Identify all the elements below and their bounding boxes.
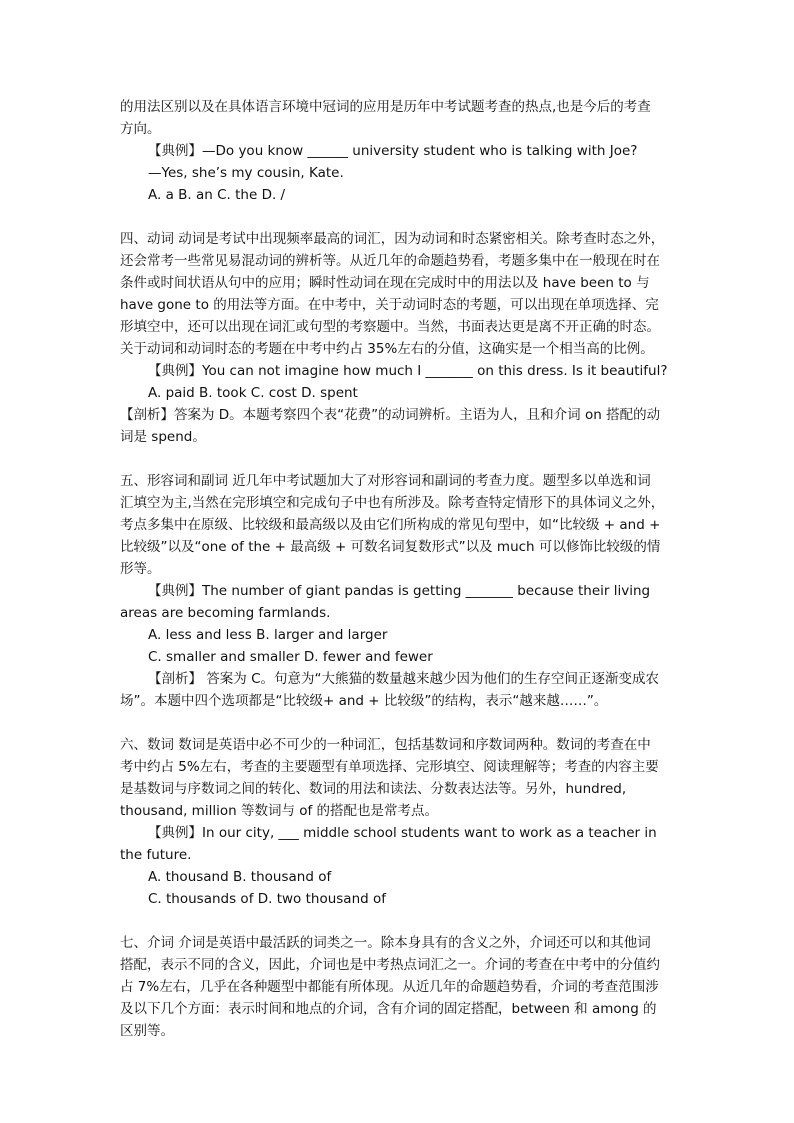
section-numerals <box>120 734 692 910</box>
paragraph-line: 是基数词与序数词之间的转化、数词的用法和读法、分数表达法等。另外，hundred, <box>120 781 627 797</box>
paragraph-line: 关于动词和动词时态的考题在中考中约占 35%左右的分值，这确实是一个相当高的比例。 <box>120 341 654 357</box>
example-options: A. paid B. took C. cost D. spent <box>148 385 358 401</box>
example-question: 【典例】—Do you know ______ university student who is talking with Joe? <box>148 143 638 159</box>
analysis-line: 词是 spend。 <box>120 429 206 445</box>
paragraph-line: 考中约占 5%左右，考查的主要题型有单项选择、完形填空、阅读理解等；考查的内容主要 <box>120 759 659 775</box>
analysis-line: 【剖析】答案为 D。本题考察四个表“花费”的动词辨析。主语为人，且和介词 on 搭配的动 <box>120 407 661 423</box>
example-options: A. a B. an C. the D. / <box>148 187 286 203</box>
paragraph-line: 还会常考一些常见易混动词的辨析等。从近几年的命题趋势看，考题多集中在一般现在时在 <box>120 253 660 269</box>
paragraph-line: thousand, million 等数词与 of 的搭配也是常考点。 <box>120 803 439 819</box>
paragraph-line: 条件或时间状语从句中的应用；瞬时性动词在现在完成时中的用法以及 have been to 与 <box>120 275 650 291</box>
paragraph-line: have gone to 的用法等方面。在中考中，关于动词时态的考题，可以出现在单项选择、完 <box>120 297 659 313</box>
example-options: C. thousands of D. two thousand of <box>148 891 386 907</box>
example-question-cont: areas are becoming farmlands. <box>120 605 331 621</box>
example-answer-line: —Yes, she’s my cousin, Kate. <box>148 165 344 181</box>
paragraph-line: 比较级”以及“one of the + 最高级 + 可数名词复数形式”以及 much 可以修饰比较级的情 <box>120 539 661 555</box>
paragraph-line: 占 7%左右，几乎在各种题型中都能有所体现。从近几年的命题趋势看，介词的考查范围涉 <box>120 979 659 995</box>
paragraph-line: 形填空中，还可以出现在词汇或句型的考察题中。当然，书面表达更是离不开正确的时态。 <box>120 319 660 335</box>
section-verbs <box>120 228 692 448</box>
section-heading-line: 五、形容词和副词 近几年中考试题加大了对形容词和副词的考查力度。题型多以单选和词 <box>120 473 651 489</box>
example-question-cont: the future. <box>120 847 192 863</box>
paragraph-line: 考点多集中在原级、比较级和最高级以及由它们所构成的常见句型中，如“比较级 + and + <box>120 517 661 533</box>
example-question: 【典例】The number of giant pandas is getting _______ because their living <box>148 583 651 599</box>
example-options: A. less and less B. larger and larger <box>148 627 388 643</box>
paragraph-line: 区别等。 <box>120 1023 174 1039</box>
paragraph-line: 的用法区别以及在具体语言环境中冠词的应用是历年中考试题考查的热点,也是今后的考查 <box>120 99 651 115</box>
paragraph-line: 及以下几个方面：表示时间和地点的介词，含有介词的固定搭配，between 和 among 的 <box>120 1001 657 1017</box>
paragraph-line: 方向。 <box>120 121 161 137</box>
document-body <box>120 96 692 1042</box>
section-heading-line: 七、介词 介词是英语中最活跃的词类之一。除本身具有的含义之外，介词还可以和其他词 <box>120 935 651 951</box>
analysis-line: 【剖析】 答案为 C。句意为“大熊猫的数量越来越少因为他们的生存空间正逐渐变成农 <box>148 671 660 687</box>
example-options: C. smaller and smaller D. fewer and fewer <box>148 649 433 665</box>
example-options: A. thousand B. thousand of <box>148 869 332 885</box>
section-heading-line: 四、动词 动词是考试中出现频率最高的词汇，因为动词和时态紧密相关。除考查时态之外， <box>120 231 665 247</box>
paragraph-line: 形等。 <box>120 561 161 577</box>
example-question: 【典例】In our city, ___ middle school students want to work as a teacher in <box>148 825 657 841</box>
analysis-line: 场”。本题中四个选项都是“比较级+ and + 比较级”的结构，表示“越来越……”。 <box>120 693 608 709</box>
section-prepositions <box>120 932 692 1042</box>
section-adjectives-adverbs <box>120 470 692 712</box>
paragraph-line: 汇填空为主,当然在完形填空和完成句子中也有所涉及。除考查特定情形下的具体词义之外， <box>120 495 665 511</box>
paragraph-line: 搭配，表示不同的含义，因此，介词也是中考热点词汇之一。介词的考查在中考中的分值约 <box>120 957 660 973</box>
section-heading-line: 六、数词 数词是英语中必不可少的一种词汇，包括基数词和序数词两种。数词的考查在中 <box>120 737 651 753</box>
section-articles-tail <box>120 96 692 206</box>
example-question: 【典例】You can not imagine how much I _______ on this dress. Is it beautiful? <box>148 363 668 379</box>
